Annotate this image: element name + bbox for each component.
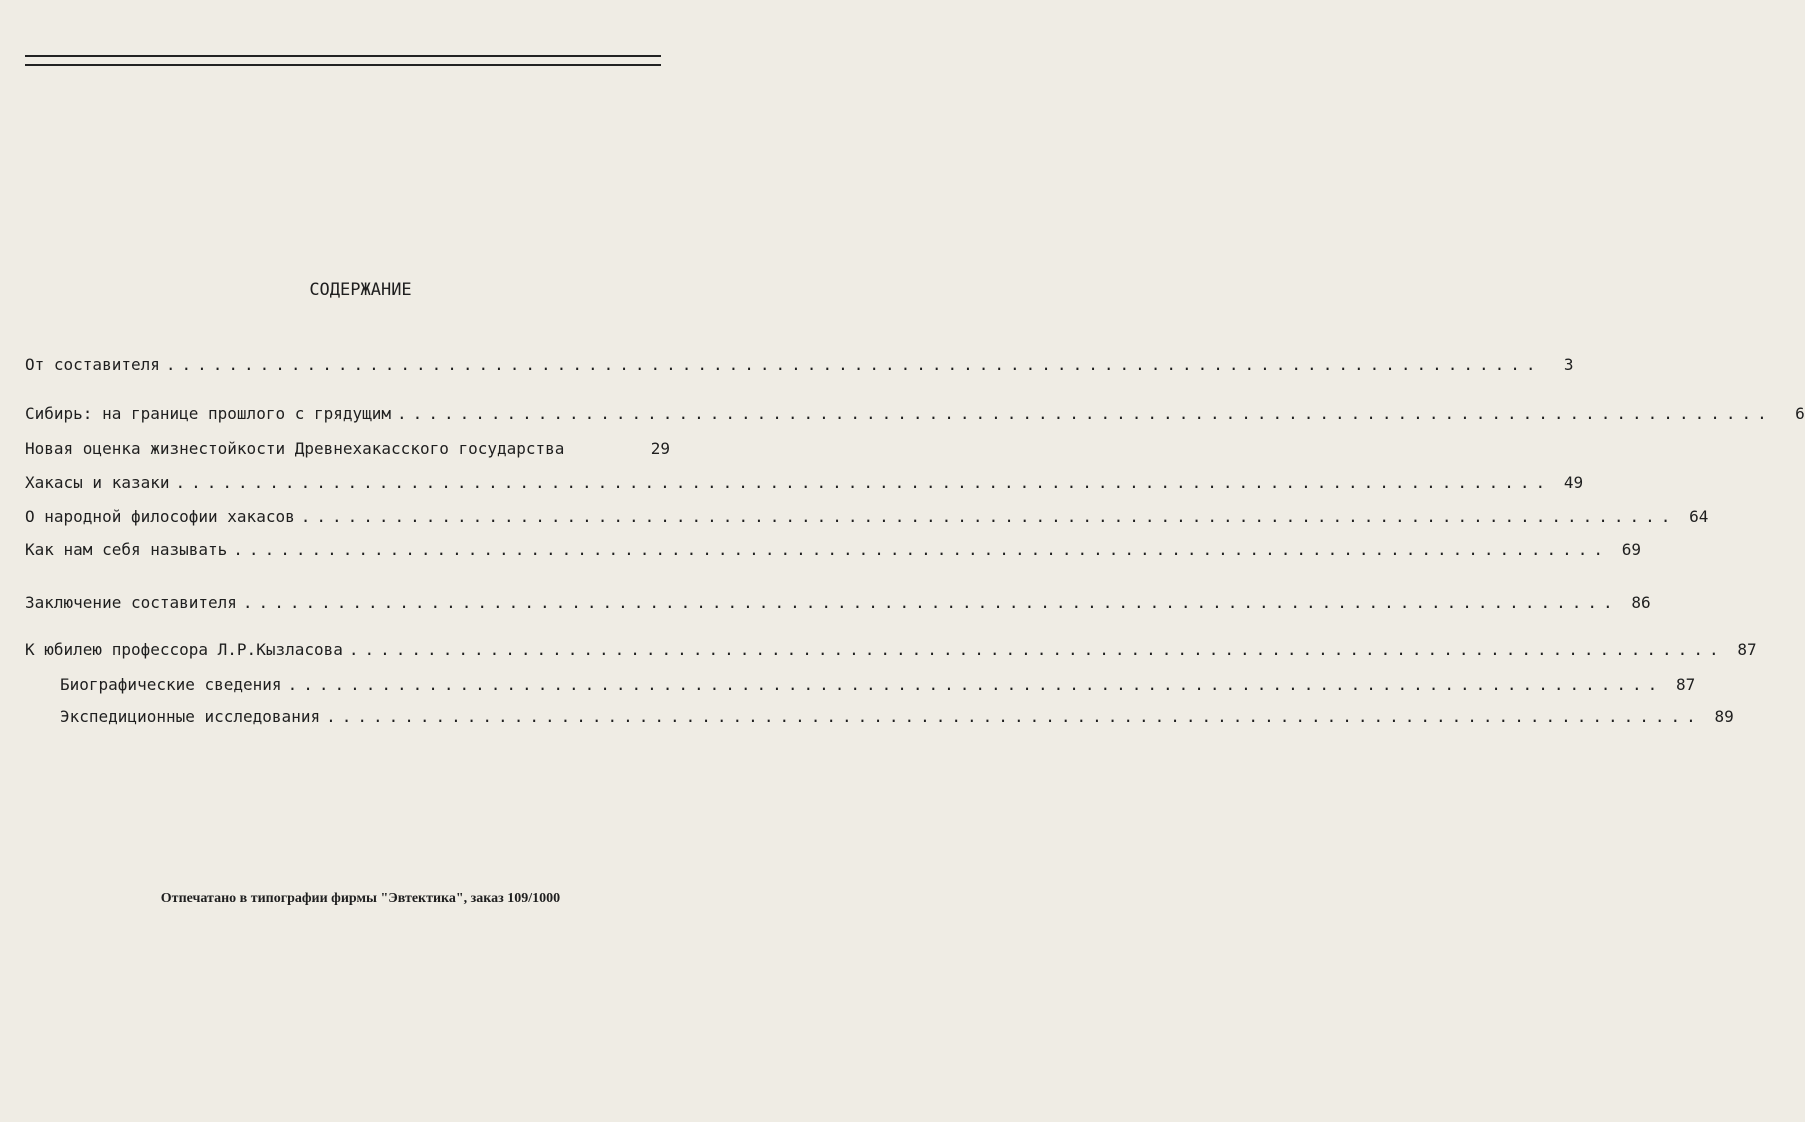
toc-entry-label: Биографические сведения <box>60 675 282 694</box>
toc-entry-page: 64 <box>1689 507 1709 526</box>
toc-entry-page: 89 <box>1714 707 1734 726</box>
toc-entry-page: 69 <box>1621 540 1641 559</box>
dot-leader: ........................................................................................ <box>175 473 1552 492</box>
dot-leader: ........................................................................................ <box>242 593 1619 612</box>
dot-leader: ........................................................................................ <box>326 707 1702 726</box>
dot-leader: ........................................................................................ <box>165 355 1542 374</box>
toc-entry-label: О народной философии хакасов <box>25 507 295 526</box>
page-title: СОДЕРЖАНИЕ <box>309 280 412 300</box>
printer-imprint: Отпечатано в типографии фирмы "Эвтектика", заказ 109/1000 <box>160 891 561 906</box>
toc-entry-label: К юбилею профессора Л.Р.Кызласова <box>25 640 343 659</box>
toc-entry[interactable] <box>25 352 1574 378</box>
toc-entry-label: Заключение составителя <box>25 593 237 612</box>
toc-entry[interactable] <box>25 637 1757 663</box>
toc-entry-page: 49 <box>1563 473 1584 492</box>
toc-entry-page: 6 <box>1795 404 1805 423</box>
toc-entry-page: 87 <box>1675 675 1696 694</box>
toc-entry[interactable] <box>25 504 1709 530</box>
dot-leader: ........................................................................................ <box>397 404 1773 423</box>
toc-entry-label: Новая оценка жизнестойкости Древнехакасского государства <box>25 439 565 458</box>
toc-entry[interactable] <box>25 401 1805 427</box>
dot-leader: ........................................................................................ <box>287 675 1664 694</box>
toc-subentry[interactable] <box>60 672 1696 698</box>
toc-entry-page: 29 <box>650 439 670 458</box>
toc-entry-page: 87 <box>1737 640 1757 659</box>
toc-entry-label: Экспедиционные исследования <box>60 707 321 726</box>
toc-entry[interactable] <box>25 470 1584 496</box>
toc-entry-label: Хакасы и казаки <box>25 473 170 492</box>
toc-entry[interactable] <box>25 537 1641 563</box>
toc-subentry[interactable] <box>60 704 1734 730</box>
toc-entry[interactable] <box>25 436 670 462</box>
dot-leader: ........................................................................................ <box>233 540 1609 559</box>
toc-entry-label: От составителя <box>25 355 160 374</box>
dot-leader: ........................................................................................ <box>300 507 1677 526</box>
dot-leader: ........................................................................................ <box>348 640 1725 659</box>
toc-entry[interactable] <box>25 590 1651 616</box>
toc-entry-page: 3 <box>1563 355 1574 374</box>
toc-entry-label: Как нам себя называть <box>25 540 228 559</box>
toc-entry-label: Сибирь: на границе прошлого с грядущим <box>25 404 392 423</box>
toc-entry-page: 86 <box>1631 593 1651 612</box>
